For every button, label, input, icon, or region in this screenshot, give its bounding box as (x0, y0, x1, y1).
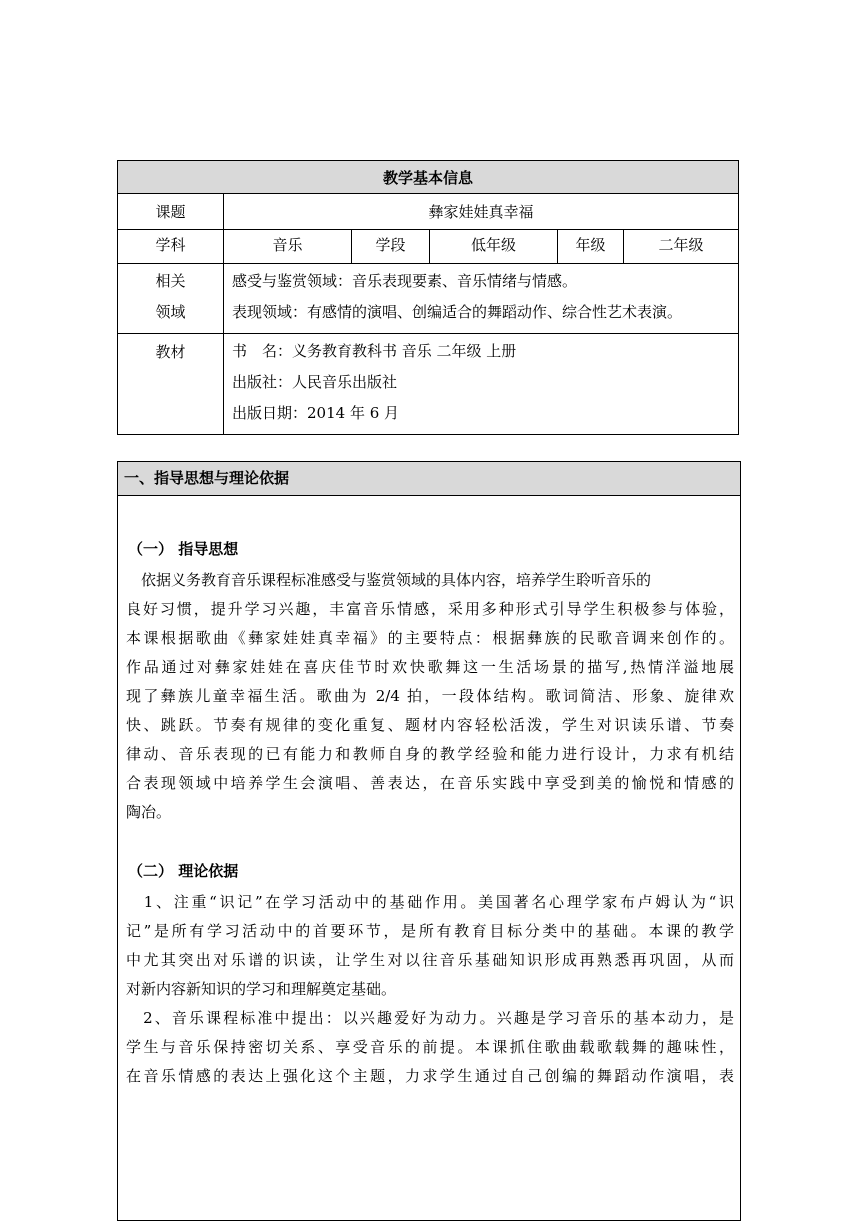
stage-value: 低年级 (430, 230, 558, 264)
info-table-header: 教学基本信息 (118, 161, 739, 194)
domain-label-line2: 领域 (155, 303, 186, 321)
paragraph-line: 合表现领域中培养学生会演唱、善表达，在音乐实践中享受到美的愉悦和情感的 (126, 774, 734, 792)
material-content (224, 334, 739, 435)
topic-value: 彝家娃娃真幸福 (224, 194, 739, 230)
grade-value: 二年级 (624, 230, 739, 264)
paragraph-line: 在音乐情感的表达上强化这个主题，力求学生通过自己创编的舞蹈动作演唱，表 (126, 1067, 734, 1085)
paragraph-line: 陶冶。 (126, 803, 172, 821)
paragraph-line: 记”是所有学习活动中的首要环节，是所有教育目标分类中的基础。本课的教学 (126, 922, 734, 940)
subsection-guiding-thought-title: （一） 指导思想 (128, 540, 239, 558)
paragraph-line: 对新内容新知识的学习和理解奠定基础。 (126, 980, 397, 998)
paragraph-line: 现了彝族儿童幸福生活。歌曲为 2/4 拍，一段体结构。歌词简洁、形象、旋律欢 (126, 687, 734, 705)
theory-basis-paragraph (126, 888, 734, 1091)
domain-line: 表现领域：有感情的演唱、创编适合的舞蹈动作、综合性艺术表演。 (232, 303, 683, 321)
paragraph-line: 本课根据歌曲《彝家娃娃真幸福》的主要特点：根据彝族的民歌音调来创作的。 (126, 629, 734, 647)
teaching-info-table (117, 160, 739, 435)
subject-value: 音乐 (224, 230, 352, 264)
domain-label-line1: 相关 (155, 272, 186, 290)
paragraph-line: 学生与音乐保持密切关系、享受音乐的前提。本课抓住歌曲载歌载舞的趣味性， (126, 1038, 734, 1056)
paragraph-line: 中尤其突出对乐谱的识读，让学生对以往音乐基础知识形成再熟悉再巩固，从而 (126, 951, 734, 969)
section-title: 一、指导思想与理论依据 (118, 462, 740, 496)
paragraph-line: 良好习惯，提升学习兴趣，丰富音乐情感，采用多种形式引导学生积极参与体验， (126, 600, 734, 618)
paragraph-line: 2、音乐课程标准中提出：以兴趣爱好为动力。兴趣是学习音乐的基本动力，是 (126, 1009, 734, 1027)
domain-line: 感受与鉴赏领域：音乐表现要素、音乐情绪与情感。 (232, 272, 578, 290)
grade-label: 年级 (558, 230, 624, 264)
subject-label: 学科 (118, 230, 224, 264)
material-line: 出版日期：2014 年 6 月 (232, 404, 400, 422)
paragraph-line: 1、注重“识记”在学习活动中的基础作用。美国著名心理学家布卢姆认为“识 (126, 893, 734, 911)
guiding-thought-paragraph (126, 566, 734, 827)
topic-label: 课题 (118, 194, 224, 230)
subsection-theory-basis-title: （二） 理论依据 (128, 862, 239, 880)
material-label: 教材 (118, 334, 224, 435)
material-line: 书 名：义务教育教科书 音乐 二年级 上册 (232, 342, 517, 360)
domain-content (224, 264, 739, 334)
guiding-theory-section (117, 461, 741, 1221)
paragraph-line: 快、跳跃。节奏有规律的变化重复、题材内容轻松活泼，学生对识读乐谱、节奏 (126, 716, 734, 734)
paragraph-line: 律动、音乐表现的已有能力和教师自身的教学经验和能力进行设计，力求有机结 (126, 745, 734, 763)
paragraph-line: 依据义务教育音乐课程标准感受与鉴赏领域的具体内容，培养学生聆听音乐的 (126, 571, 652, 589)
paragraph-line: 作品通过对彝家娃娃在喜庆佳节时欢快歌舞这一生活场景的描写,热情洋溢地展 (126, 658, 734, 676)
stage-label: 学段 (352, 230, 430, 264)
domain-label (118, 264, 224, 334)
material-line: 出版社：人民音乐出版社 (232, 373, 398, 391)
